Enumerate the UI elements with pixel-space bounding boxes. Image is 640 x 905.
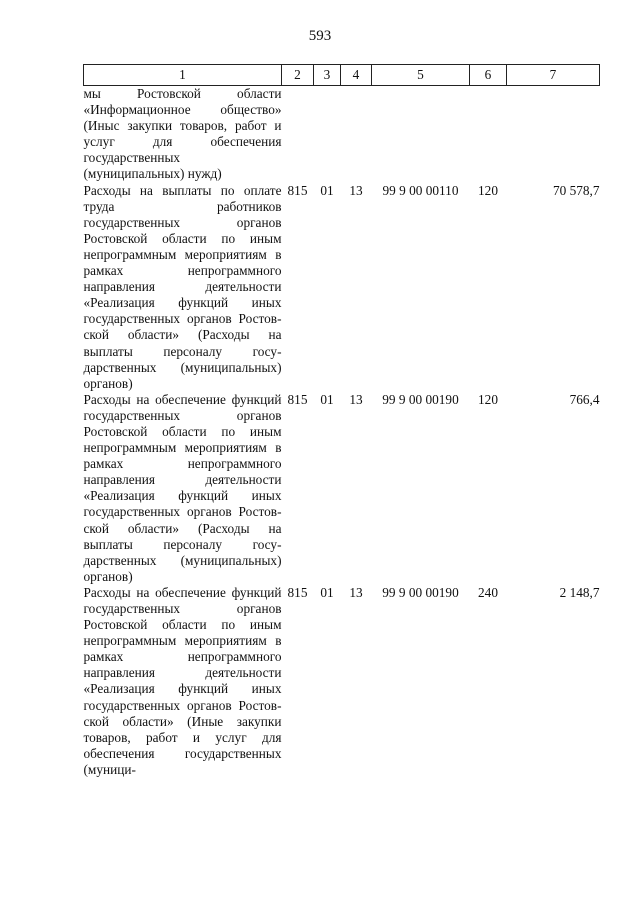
row-target-code: 99 9 00 00190 [382,584,459,600]
row-expense-type [470,86,507,183]
header-col-5: 5 [372,65,470,86]
header-col-4: 4 [341,65,372,86]
row-ministry-code [282,86,314,183]
table-row [84,86,600,183]
row-target-code [372,86,470,183]
row-subsection-code [341,86,372,183]
header-col-7: 7 [507,65,600,86]
row-subsection-code: 13 [349,391,363,407]
row-ministry-code: 815 [287,391,308,407]
row-target-code: 99 9 00 00190 [382,391,459,407]
row-section-code: 01 [320,182,334,198]
row-ministry-code: 815 [287,182,308,198]
row-description: мы Ростовской области «Информационное общество» (Иныс закупки товаров, работ и услуг для обеспечения государственных (муниципальных) нужд) [83,86,282,182]
table-row [84,585,600,778]
row-amount [507,86,600,183]
budget-table [83,64,600,778]
row-description: Расходы на обеспечение функций государственных органов Ростовской области по иным непрограммным мероприятиям в рамках непрограммного направления деятельности «Реализация функций иных государственных органов Ростовской области» (Иные закупки товаров, работ и услуг для обеспечения государственных (муници- [83,584,282,777]
row-description: Расходы на выплаты по оплате труда работников государственных органов Ростовской области по иным непрограммным мероприятиям в рамках непрограммного направления деятельности «Реализация функций иных государственных органов Ростовской области» (Расходы на выплаты персоналу государственных (муниципальных) органов) [83,182,282,391]
page-number: 593 [308,28,332,44]
row-subsection-code: 13 [349,182,363,198]
row-expense-type: 240 [478,584,498,600]
header-col-1: 1 [84,65,282,86]
header-col-2: 2 [282,65,314,86]
table-row [84,392,600,585]
row-subsection-code: 13 [349,584,363,600]
row-amount: 2 148,7 [559,584,600,600]
row-section-code: 01 [320,584,334,600]
row-description: Расходы на обеспечение функций государственных органов Ростовской области по иным непрограммным мероприятиям в рамках непрограммного направления деятельности «Реализация функций иных государственных органов Ростовской области» (Расходы на выплаты персоналу государственных (муниципальных) органов) [83,391,282,584]
header-col-3: 3 [314,65,341,86]
row-target-code: 99 9 00 00110 [382,182,459,198]
row-expense-type: 120 [478,391,498,407]
row-section-code [314,86,341,183]
row-amount: 70 578,7 [552,182,600,198]
header-row [84,65,600,86]
row-expense-type: 120 [478,182,498,198]
row-section-code: 01 [320,391,334,407]
row-ministry-code: 815 [287,584,308,600]
table-row [84,183,600,392]
header-col-6: 6 [470,65,507,86]
row-amount: 766,4 [569,391,600,407]
